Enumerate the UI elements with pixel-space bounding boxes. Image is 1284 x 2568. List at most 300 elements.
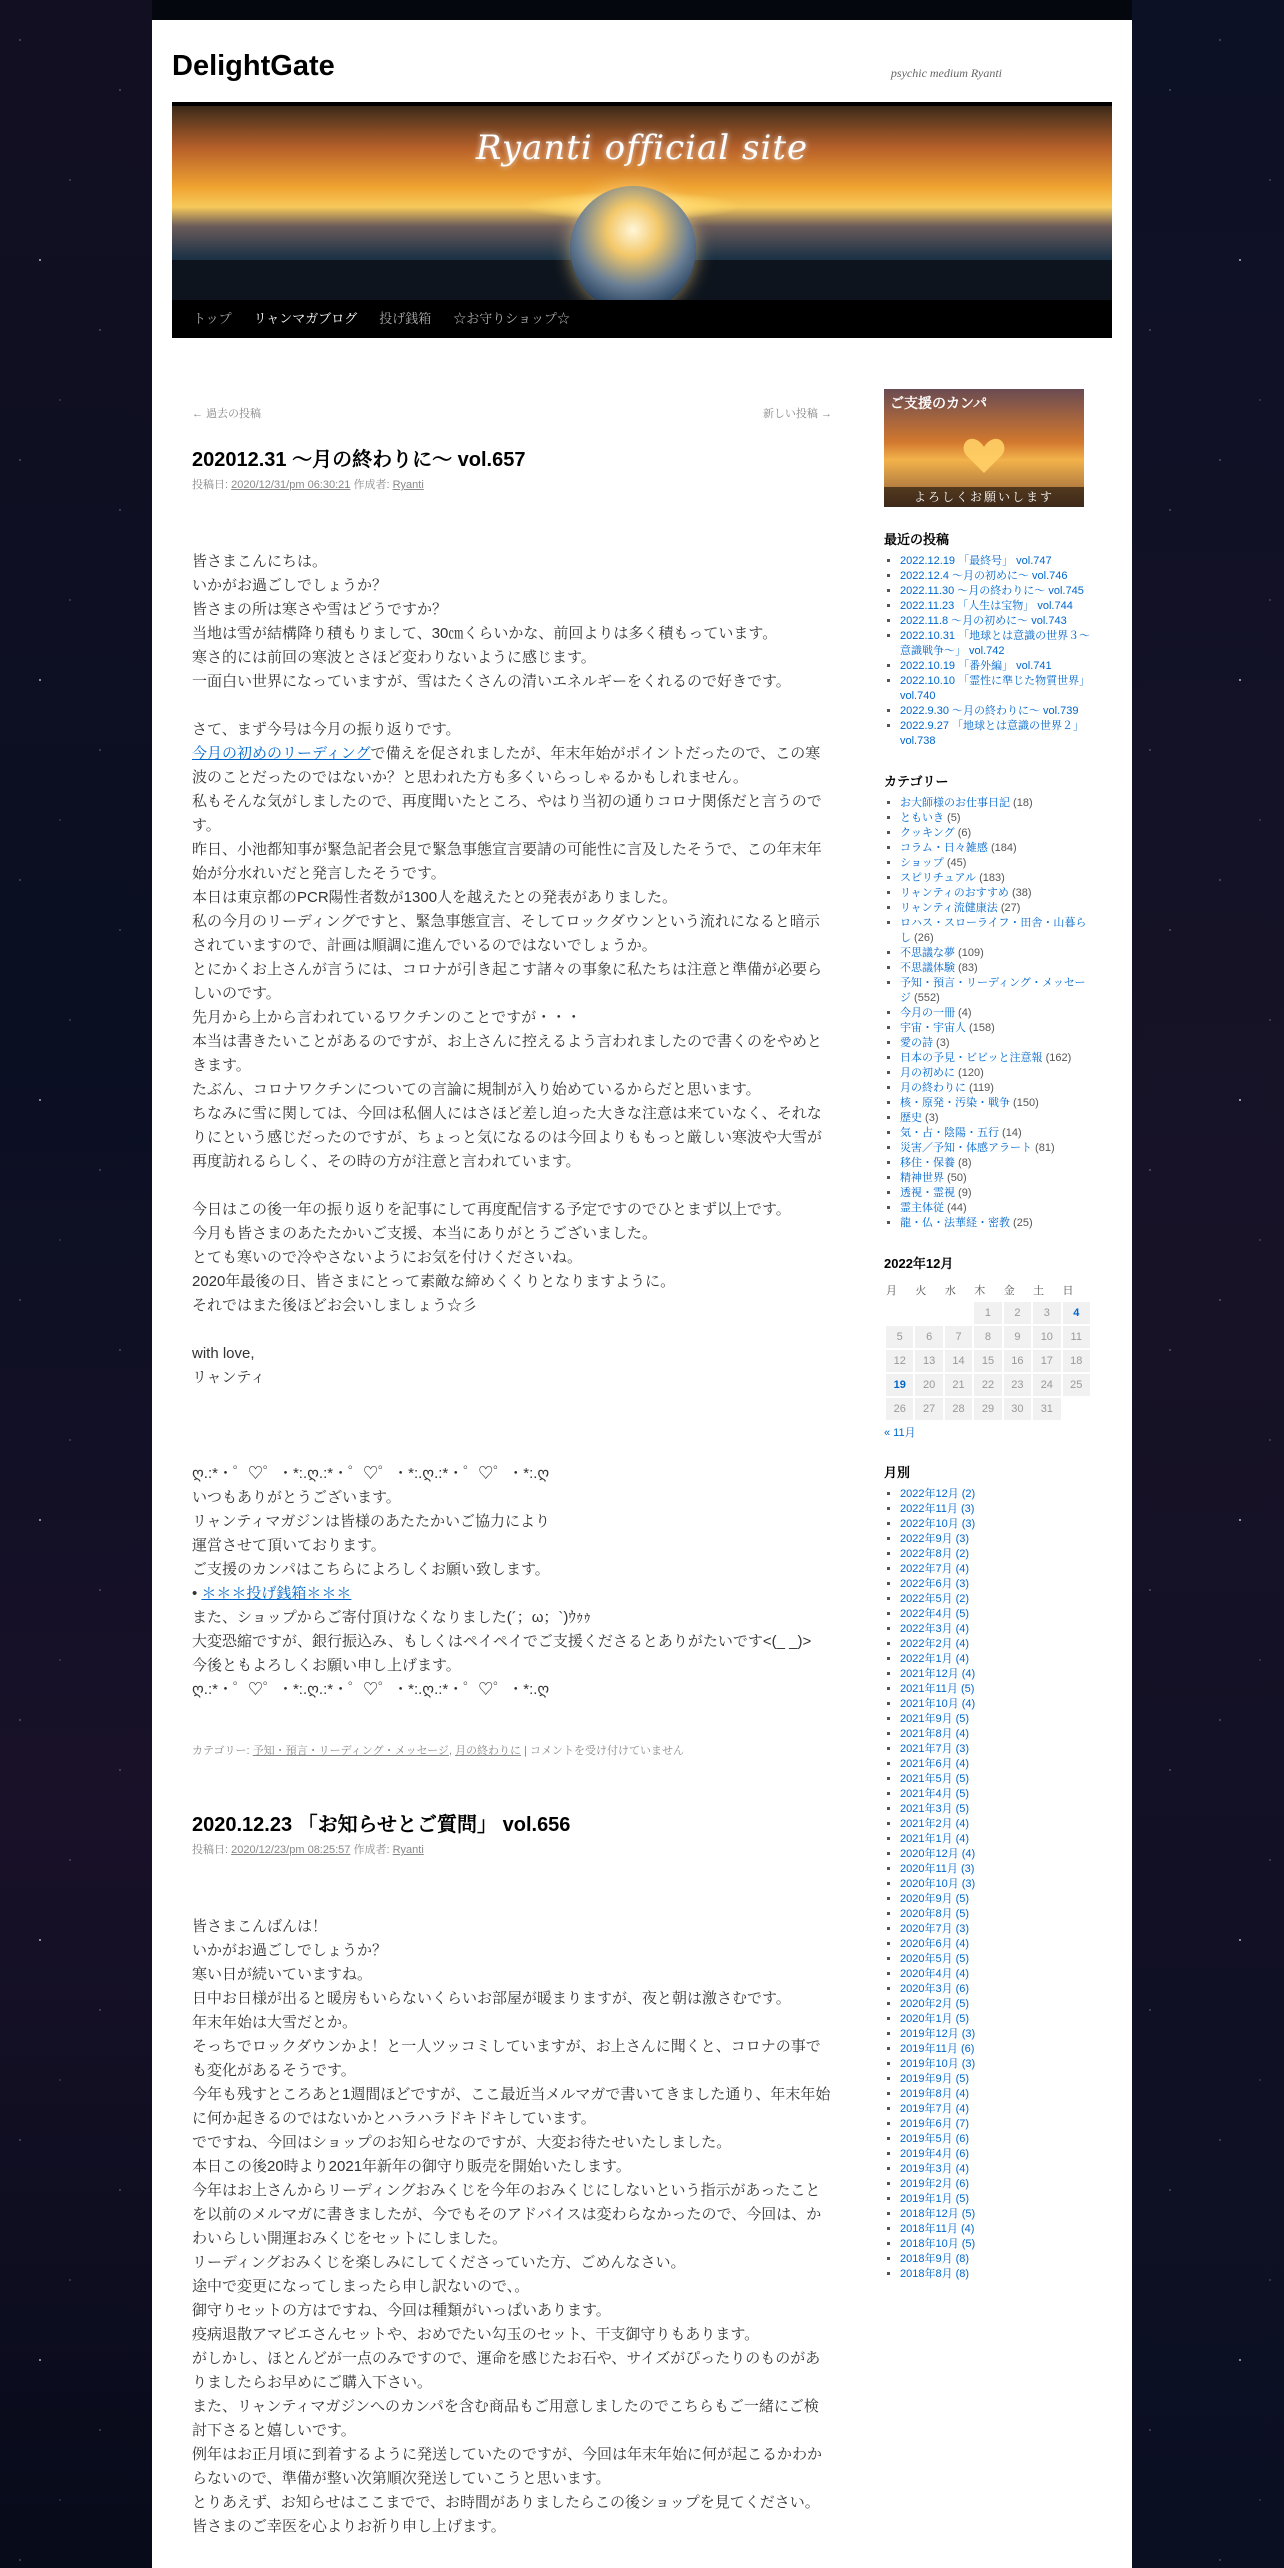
archive-link[interactable]: 2021年10月 (4): [900, 1698, 976, 1710]
donation-box-link[interactable]: ＊＊＊投げ銭箱＊＊＊: [201, 1585, 352, 1602]
archive-item[interactable]: [900, 1802, 1092, 1817]
category-link[interactable]: 精神世界: [900, 1172, 944, 1184]
background-space-right: [1132, 0, 1284, 2568]
category-count: (5): [944, 812, 961, 824]
category-item[interactable]: [900, 1006, 1092, 1021]
archive-item[interactable]: [900, 2237, 1092, 2252]
archive-link[interactable]: 2019年11月 (6): [900, 2043, 975, 2055]
archive-link[interactable]: 2019年2月 (6): [900, 2178, 970, 2190]
category-link[interactable]: 予知・預言・リーディング・メッセージ: [900, 977, 1086, 1004]
post-body: [192, 1915, 832, 2539]
archive-item[interactable]: [900, 2027, 1092, 2042]
category-link[interactable]: ロハス・スローライフ・田舎・山暮らし: [900, 917, 1087, 944]
nav-item[interactable]: トップ: [193, 311, 232, 326]
post-footer-note-2: [192, 1606, 832, 1702]
post-line: たぶん、コロナワクチンについての言論に規制が入り始めているからだと思います。: [192, 1081, 761, 1098]
nav-item[interactable]: 投げ銭箱: [379, 311, 432, 326]
category-item[interactable]: [900, 1036, 1092, 1051]
archive-item[interactable]: [900, 1757, 1092, 1772]
category-item[interactable]: [900, 1066, 1092, 1081]
category-item[interactable]: [900, 826, 1092, 841]
category-link[interactable]: 透視・霊視: [900, 1187, 955, 1199]
archive-item[interactable]: [900, 1877, 1092, 1892]
archive-item[interactable]: [900, 1532, 1092, 1547]
post-paragraph-2: [192, 790, 832, 1174]
calendar-day: 29: [974, 1398, 1001, 1420]
recent-post-item[interactable]: [900, 719, 1092, 749]
archive-link[interactable]: 2020年7月 (3): [900, 1923, 970, 1935]
category-link[interactable]: 龍・仏・法華経・密教: [900, 1217, 1010, 1229]
donation-banner[interactable]: [884, 389, 1084, 507]
calendar-day: 22: [974, 1374, 1001, 1396]
category-item[interactable]: [900, 1141, 1092, 1156]
category-count: (27): [997, 902, 1021, 914]
post-line: 私の今月のリーディングですと、緊急事態宣言、そしてロックダウンという流れになると暗示されていますので、計画は順調に進んでいるのではないでしょうか。: [192, 913, 820, 954]
post-line: でですね、今回はショップのお知らせなのですが、大変お待たせいたしました。: [192, 2134, 732, 2151]
category-item[interactable]: [900, 1201, 1092, 1216]
archive-link[interactable]: 2022年5月 (2): [900, 1593, 970, 1605]
archive-link[interactable]: 2018年9月 (8): [900, 2253, 970, 2265]
calendar-day: 27: [915, 1398, 942, 1420]
archive-link[interactable]: 2020年5月 (5): [900, 1953, 970, 1965]
recent-post-link[interactable]: 2022.10.10 「霊性に準じた物質世界」 vol.740: [900, 675, 1091, 702]
post-line: 私もそんな気がしましたので、再度聞いたところ、やはり当初の通りコロナ関係だと言うのです。: [192, 793, 822, 834]
recent-post-item[interactable]: [900, 629, 1092, 659]
recent-post-link[interactable]: 2022.9.27 「地球とは意識の世界２」 vol.738: [900, 720, 1084, 747]
meta-author-link[interactable]: Ryanti: [392, 479, 424, 491]
recent-post-item[interactable]: [900, 704, 1092, 719]
category-item[interactable]: [900, 841, 1092, 856]
site-header: [172, 20, 1112, 345]
archive-link[interactable]: 2019年5月 (6): [900, 2133, 970, 2145]
calendar-table: [884, 1278, 1092, 1422]
post-line: リャンティ: [192, 1369, 266, 1386]
archive-link[interactable]: 2021年8月 (4): [900, 1728, 970, 1740]
category-link[interactable]: 移住・保養: [900, 1157, 955, 1169]
site-title[interactable]: DelightGate: [172, 50, 335, 82]
archive-link[interactable]: 2021年3月 (5): [900, 1803, 970, 1815]
calendar-day: 1: [974, 1302, 1001, 1324]
category-link[interactable]: 月の初めに: [900, 1067, 955, 1079]
main-nav: [172, 300, 1112, 338]
category-count: (3): [922, 1112, 939, 1124]
recent-post-link[interactable]: 2022.9.30 ～月の終わりに～ vol.739: [900, 705, 1079, 717]
category-item[interactable]: [900, 1156, 1092, 1171]
archive-link[interactable]: 2020年1月 (5): [900, 2013, 970, 2025]
archive-link[interactable]: 2019年10月 (3): [900, 2058, 976, 2070]
archive-link[interactable]: 2022年7月 (4): [900, 1563, 970, 1575]
archive-link[interactable]: 2019年1月 (5): [900, 2193, 970, 2205]
categories-list: [884, 796, 1092, 1231]
post-line: 2020年最後の日、皆さまにとって素敵な締めくくりとなりますように。: [192, 1273, 676, 1290]
category-count: (120): [955, 1067, 984, 1079]
category-link[interactable]: ともいき: [900, 812, 944, 824]
category-item[interactable]: [900, 871, 1092, 886]
category-item[interactable]: [900, 1111, 1092, 1126]
category-item[interactable]: [900, 1021, 1092, 1036]
categories-title: カテゴリー: [884, 774, 949, 789]
archive-item[interactable]: [900, 1577, 1092, 1592]
post-line: 一面白い世界になっていますが、雪はたくさんの清いエネルギーをくれるので好きです。: [192, 673, 791, 690]
archives-list: [884, 1487, 1092, 2282]
calendar-day[interactable]: 19: [886, 1374, 913, 1396]
meta-author-label: 作成者:: [353, 1844, 390, 1856]
comments-closed-note: | コメントを受け付けていません: [524, 1745, 685, 1757]
archive-item[interactable]: [900, 1607, 1092, 1622]
reading-link[interactable]: 今月の初めのリーディング: [192, 745, 371, 762]
banner-crystal-ball: [570, 186, 696, 300]
category-item[interactable]: [900, 811, 1092, 826]
archive-link[interactable]: 2020年9月 (5): [900, 1893, 970, 1905]
calendar-title: 2022年12月: [884, 1256, 954, 1271]
archive-link[interactable]: 2021年1月 (4): [900, 1833, 970, 1845]
archive-item[interactable]: [900, 2012, 1092, 2027]
archive-link[interactable]: 2022年2月 (4): [900, 1638, 970, 1650]
archive-link[interactable]: 2019年4月 (6): [900, 2148, 970, 2160]
category-item[interactable]: [900, 1096, 1092, 1111]
post-line: 皆さまこんにちは。: [192, 553, 328, 570]
category-count: (552): [911, 992, 940, 1004]
recent-post-item[interactable]: [900, 599, 1092, 614]
archive-item[interactable]: [900, 2207, 1092, 2222]
archive-link[interactable]: 2020年8月 (5): [900, 1908, 970, 1920]
archive-link[interactable]: 2019年7月 (4): [900, 2103, 970, 2115]
meta-author-link[interactable]: Ryanti: [392, 1844, 424, 1856]
category-link[interactable]: お大師様のお仕事日記: [900, 797, 1010, 809]
post-line: 寒さ的には前回の寒波とさほど変わりないように感じます。: [192, 649, 596, 666]
recent-post-link[interactable]: 2022.10.31 「地球とは意識の世界３～意識戦争～」 vol.742: [900, 630, 1091, 657]
archive-link[interactable]: 2020年10月 (3): [900, 1878, 976, 1890]
recent-post-link[interactable]: 2022.12.4 ～月の初めに～ vol.746: [900, 570, 1068, 582]
archive-link[interactable]: 2022年3月 (4): [900, 1623, 970, 1635]
post-line: とりあえず、お知らせはここまでで、お時間がありましたらこの後ショップを見てください。: [192, 2494, 820, 2511]
content-column: [192, 345, 832, 2539]
category-item[interactable]: [900, 796, 1092, 811]
category-count: (4): [955, 1007, 972, 1019]
archive-item[interactable]: [900, 1727, 1092, 1742]
archive-item[interactable]: [900, 1922, 1092, 1937]
archive-link[interactable]: 2020年2月 (5): [900, 1998, 970, 2010]
category-link[interactable]: スピリチュアル: [900, 872, 977, 884]
post-meta: [192, 1841, 832, 1857]
category-link[interactable]: 不思議な夢: [900, 947, 955, 959]
category-count: (44): [944, 1202, 967, 1214]
post-line: 昨日、小池都知事が緊急記者会見で緊急事態宣言要請の可能性に言及したそうで、この年末年始が分水れいだと発言したそうです。: [192, 841, 822, 882]
archive-link[interactable]: 2022年11月 (3): [900, 1503, 975, 1515]
post-line: 御守りセットの方はですね、今回は種類がいっぱいあります。: [192, 2302, 611, 2319]
recent-posts-widget: [884, 529, 1092, 749]
archive-link[interactable]: 2021年7月 (3): [900, 1743, 970, 1755]
post-title[interactable]: 2020.12.23 「お知らせとご質問」 vol.656: [192, 1814, 571, 1836]
post-line: とても寒いので冷やさないようにお気を付けくださいね。: [192, 1249, 583, 1266]
archive-link[interactable]: 2020年3月 (6): [900, 1983, 970, 1995]
recent-post-item[interactable]: [900, 569, 1092, 584]
prev-post-link[interactable]: ← 過去の投稿: [192, 408, 262, 420]
calendar-prev-month-link[interactable]: « 11月: [884, 1427, 916, 1439]
post-line: 本当は書きたいことがあるのですが、お上さんに控えるよう言われましたので書くのをやめときます。: [192, 1033, 823, 1074]
archive-link[interactable]: 2019年9月 (5): [900, 2073, 970, 2085]
category-count: (119): [966, 1082, 994, 1094]
post-line: 疫病退散アマビエさんセットや、おめでたい勾玉のセット、干支御守りもあります。: [192, 2326, 760, 2343]
post-line-text: で備えを促されましたが、年末年始がポイントだったので、この寒波のことだったのではないか？と思われた方も多くいらっしゃるかもしれません。: [192, 745, 821, 786]
archive-item[interactable]: [900, 1937, 1092, 1952]
archive-link[interactable]: 2018年8月 (8): [900, 2268, 970, 2280]
post-title[interactable]: 202012.31 〜月の終わりに〜 vol.657: [192, 449, 526, 471]
post-paragraph-3: [192, 1198, 832, 1318]
archive-link[interactable]: 2021年9月 (5): [900, 1713, 970, 1725]
archive-link[interactable]: 2019年12月 (3): [900, 2028, 976, 2040]
archive-item[interactable]: [900, 2132, 1092, 2147]
category-count: (14): [999, 1127, 1022, 1139]
post-line: いかがお過ごしでしょうか？: [192, 1942, 388, 1959]
archive-link[interactable]: 2022年1月 (4): [900, 1653, 970, 1665]
calendar-day: 20: [915, 1374, 942, 1396]
calendar-weekday: 金: [1003, 1285, 1015, 1297]
post-656: [192, 1808, 832, 2539]
calendar-day: 5: [886, 1326, 913, 1348]
meta-date-link[interactable]: 2020/12/31/pm 06:30:21: [231, 479, 351, 491]
archive-item[interactable]: [900, 1682, 1092, 1697]
archive-link[interactable]: 2018年10月 (5): [900, 2238, 976, 2250]
post-line: 皆さまの所は寒さや雪はどうですか？: [192, 601, 448, 618]
post-line: 今日はこの後一年の振り返りを記事にして再度配信する予定ですのでひとまず以上です。: [192, 1201, 791, 1218]
archive-item[interactable]: [900, 1652, 1092, 1667]
next-post-link[interactable]: 新しい投稿 →: [762, 408, 832, 420]
archive-link[interactable]: 2018年12月 (5): [900, 2208, 976, 2220]
category-link[interactable]: 月の終わりに: [900, 1082, 966, 1094]
post-line: 日中お日様が出ると暖房もいらないくらいお部屋が暖まりますが、夜と朝は激さむです。: [192, 1990, 791, 2007]
category-item[interactable]: [900, 1051, 1092, 1066]
post-line: 先月から上から言われているワクチンのことですが・・・: [192, 1009, 582, 1026]
post-paragraph-1: [192, 550, 832, 694]
categories-widget: [884, 771, 1092, 1231]
post-line: 今後ともよろしくお願い申し上げます。: [192, 1657, 461, 1674]
post-line: 本日この後20時より2021年新年の御守り販売を開始いたします。: [192, 2158, 631, 2175]
calendar-day: 30: [1004, 1398, 1031, 1420]
recent-post-link[interactable]: 2022.12.19 「最終号」 vol.747: [900, 555, 1052, 567]
banner-title: Ryanti official site: [475, 128, 809, 168]
header-banner: [172, 102, 1112, 300]
archive-item[interactable]: [900, 1832, 1092, 1847]
archive-link[interactable]: 2021年4月 (5): [900, 1788, 970, 1800]
calendar-day: 31: [1033, 1398, 1060, 1420]
category-count: (25): [1010, 1217, 1033, 1229]
calendar-day: 18: [1063, 1350, 1090, 1372]
post-line: また、ショップからご寄付頂けなくなりました(´；ω；`)ｳｩｩ: [192, 1609, 591, 1626]
archive-item[interactable]: [900, 1712, 1092, 1727]
archive-item[interactable]: [900, 2072, 1092, 2087]
category-link[interactable]: 日本の予見・ビビッと注意報: [900, 1052, 1043, 1064]
archive-item[interactable]: [900, 1907, 1092, 1922]
category-count: (8): [955, 1157, 972, 1169]
category-link[interactable]: 不思議体験: [900, 962, 955, 974]
category-item[interactable]: [900, 961, 1092, 976]
calendar-day: 24: [1033, 1374, 1060, 1396]
post-line: また、リャンティマガジンへのカンパを含む商品もご用意しましたのでこちらもご一緒にご検討下さると嬉しいです。: [192, 2398, 819, 2439]
archive-item[interactable]: [900, 1622, 1092, 1637]
category-link[interactable]: 愛の詩: [900, 1037, 933, 1049]
calendar-day: 9: [1004, 1326, 1031, 1348]
archive-link[interactable]: 2020年12月 (4): [900, 1848, 976, 1860]
archive-link[interactable]: 2021年5月 (5): [900, 1773, 970, 1785]
category-link[interactable]: クッキング: [900, 827, 955, 839]
recent-post-link[interactable]: 2022.11.30 ～月の終わりに～ vol.745: [900, 585, 1084, 597]
archive-item[interactable]: [900, 2102, 1092, 2117]
calendar-day: 25: [1063, 1374, 1090, 1396]
archive-item[interactable]: [900, 2147, 1092, 2162]
archive-item[interactable]: [900, 1952, 1092, 1967]
archive-item[interactable]: [900, 1697, 1092, 1712]
category-item[interactable]: [900, 1216, 1092, 1231]
archive-link[interactable]: 2020年11月 (3): [900, 1863, 975, 1875]
category-link[interactable]: 月の終わりに: [455, 1745, 522, 1757]
archive-link[interactable]: 2022年10月 (3): [900, 1518, 976, 1530]
archive-item[interactable]: [900, 1487, 1092, 1502]
archive-item[interactable]: [900, 1562, 1092, 1577]
category-link[interactable]: 霊主体従: [900, 1202, 944, 1214]
archive-item[interactable]: [900, 1637, 1092, 1652]
post-line: 途中で変更になってしまったら申し訳ないので、。: [192, 2278, 530, 2295]
archive-item[interactable]: [900, 1982, 1092, 1997]
archive-item[interactable]: [900, 1592, 1092, 1607]
archive-item[interactable]: [900, 1847, 1092, 1862]
archive-link[interactable]: 2022年8月 (2): [900, 1548, 970, 1560]
post-line: それではまた後ほどお会いしましょう☆彡: [192, 1297, 478, 1314]
archive-item[interactable]: [900, 1967, 1092, 1982]
archive-link[interactable]: 2022年12月 (2): [900, 1488, 976, 1500]
category-count: (150): [1010, 1097, 1039, 1109]
calendar-day: [886, 1302, 913, 1324]
archive-link[interactable]: 2022年4月 (5): [900, 1608, 970, 1620]
site-description: psychic medium Ryanti: [890, 66, 1002, 80]
archive-link[interactable]: 2022年9月 (3): [900, 1533, 970, 1545]
category-item[interactable]: [900, 1081, 1092, 1096]
post-line: ご支援のカンパはこちらによろしくお願い致します。: [192, 1561, 550, 1578]
archives-widget: [884, 1462, 1092, 2282]
archive-item[interactable]: [900, 2042, 1092, 2057]
recent-post-item[interactable]: [900, 554, 1092, 569]
category-link[interactable]: リャンティ流健康法: [900, 902, 998, 914]
calendar-day: 3: [1033, 1302, 1060, 1324]
recent-post-item[interactable]: [900, 674, 1092, 704]
archive-item[interactable]: [900, 2057, 1092, 2072]
category-link[interactable]: コラム・日々雑感: [900, 842, 988, 854]
post-line: リャンティマガジンは皆様のあたたかいご協力により: [192, 1513, 550, 1530]
archive-item[interactable]: [900, 2267, 1092, 2282]
calendar-day: 12: [886, 1350, 913, 1372]
post-line: ちなみに雪に関しては、今回は私個人にはさほど差し迫った大きな注意は来ていなく、それなりにという感じだったのですが、ちょっと気になるのは今回よりももっと厳しい寒波や大雪が再度訪れるらしく、その時の方が注意と言われています。: [192, 1105, 823, 1170]
post-line: with love,: [192, 1345, 255, 1362]
archives-title: 月別: [884, 1465, 911, 1480]
nav-item[interactable]: ☆お守りショップ☆: [453, 311, 571, 326]
category-count: (50): [944, 1172, 967, 1184]
category-link[interactable]: 歴史: [900, 1112, 922, 1124]
archive-item[interactable]: [900, 1742, 1092, 1757]
archive-item[interactable]: [900, 2117, 1092, 2132]
nav-item[interactable]: リャンマガブログ: [253, 311, 358, 326]
recent-post-link[interactable]: 2022.11.23 「人生は宝物」 vol.744: [900, 600, 1073, 612]
calendar-weekday: 火: [915, 1285, 927, 1297]
archive-item[interactable]: [900, 1997, 1092, 2012]
category-link[interactable]: 気・占・陰陽・五行: [900, 1127, 999, 1139]
archive-item[interactable]: [900, 1787, 1092, 1802]
archive-item[interactable]: [900, 1547, 1092, 1562]
archive-link[interactable]: 2021年11月 (5): [900, 1683, 975, 1695]
category-link[interactable]: ショップ: [900, 857, 944, 869]
category-item[interactable]: [900, 976, 1092, 1006]
archive-link[interactable]: 2019年8月 (4): [900, 2088, 970, 2100]
category-item[interactable]: [900, 1186, 1092, 1201]
archive-item[interactable]: [900, 1862, 1092, 1877]
calendar-day: [915, 1302, 942, 1324]
archive-item[interactable]: [900, 1892, 1092, 1907]
category-item[interactable]: [900, 946, 1092, 961]
archive-link[interactable]: 2019年3月 (4): [900, 2163, 970, 2175]
archive-item[interactable]: [900, 2192, 1092, 2207]
archive-item[interactable]: [900, 1817, 1092, 1832]
category-link[interactable]: 予知・預言・リーディング・メッセージ: [252, 1745, 449, 1757]
archive-item[interactable]: [900, 2162, 1092, 2177]
archive-link[interactable]: 2018年11月 (4): [900, 2223, 975, 2235]
category-item[interactable]: [900, 856, 1092, 871]
archive-item[interactable]: [900, 1772, 1092, 1787]
recent-post-item[interactable]: [900, 584, 1092, 599]
calendar-weekday: 水: [944, 1285, 956, 1297]
calendar-day: 7: [945, 1326, 972, 1348]
recent-post-link[interactable]: 2022.10.19 「番外編」 vol.741: [900, 660, 1052, 672]
calendar-day: 13: [915, 1350, 942, 1372]
post-line: とにかくお上さんが言うには、コロナが引き起こす諸々の事象に私たちは注意と準備が必要らしいのです。: [192, 961, 823, 1002]
recent-post-item[interactable]: [900, 614, 1092, 629]
category-link[interactable]: 今月の一冊: [900, 1007, 955, 1019]
category-item[interactable]: [900, 901, 1092, 916]
post-line: ღ.:*・゜♡゜・*:.ღ.:*・゜♡゜・*:.ღ.:*・゜♡゜・*:.ღ: [192, 1681, 550, 1698]
category-link[interactable]: リャンティのおすすめ: [900, 887, 1009, 899]
recent-post-link[interactable]: 2022.11.8 ～月の初めに～ vol.743: [900, 615, 1067, 627]
archive-link[interactable]: 2021年12月 (4): [900, 1668, 976, 1680]
calendar-day[interactable]: 4: [1063, 1302, 1090, 1324]
meta-date-link[interactable]: 2020/12/23/pm 08:25:57: [231, 1844, 351, 1856]
archive-item[interactable]: [900, 1517, 1092, 1532]
category-item[interactable]: [900, 1126, 1092, 1141]
category-count: (109): [955, 947, 984, 959]
archive-item[interactable]: [900, 1667, 1092, 1682]
archive-item[interactable]: [900, 2087, 1092, 2102]
archive-link[interactable]: 2020年6月 (4): [900, 1938, 970, 1950]
category-link[interactable]: 核・原発・汚染・戦争: [900, 1097, 1010, 1109]
archive-item[interactable]: [900, 1502, 1092, 1517]
category-link[interactable]: 宇宙・宇宙人: [900, 1022, 966, 1034]
post-line: 皆さまのご幸医を心よりお祈り申し上げます。: [192, 2518, 506, 2535]
category-link[interactable]: 災害／予知・体感アラート: [900, 1142, 1032, 1154]
archive-link[interactable]: 2019年6月 (7): [900, 2118, 970, 2130]
recent-post-item[interactable]: [900, 659, 1092, 674]
calendar-weekday: 日: [1062, 1285, 1074, 1297]
archive-link[interactable]: 2022年6月 (3): [900, 1578, 970, 1590]
category-item[interactable]: [900, 1171, 1092, 1186]
category-count: (81): [1032, 1142, 1055, 1154]
category-count: (162): [1042, 1052, 1072, 1064]
archive-link[interactable]: 2020年4月 (4): [900, 1968, 970, 1980]
archive-item[interactable]: [900, 2222, 1092, 2237]
archive-item[interactable]: [900, 2252, 1092, 2267]
category-item[interactable]: [900, 886, 1092, 901]
category-item[interactable]: [900, 916, 1092, 946]
archive-link[interactable]: 2021年6月 (4): [900, 1758, 970, 1770]
archive-item[interactable]: [900, 2177, 1092, 2192]
category-count: (18): [1010, 797, 1033, 809]
archive-link[interactable]: 2021年2月 (4): [900, 1818, 970, 1830]
